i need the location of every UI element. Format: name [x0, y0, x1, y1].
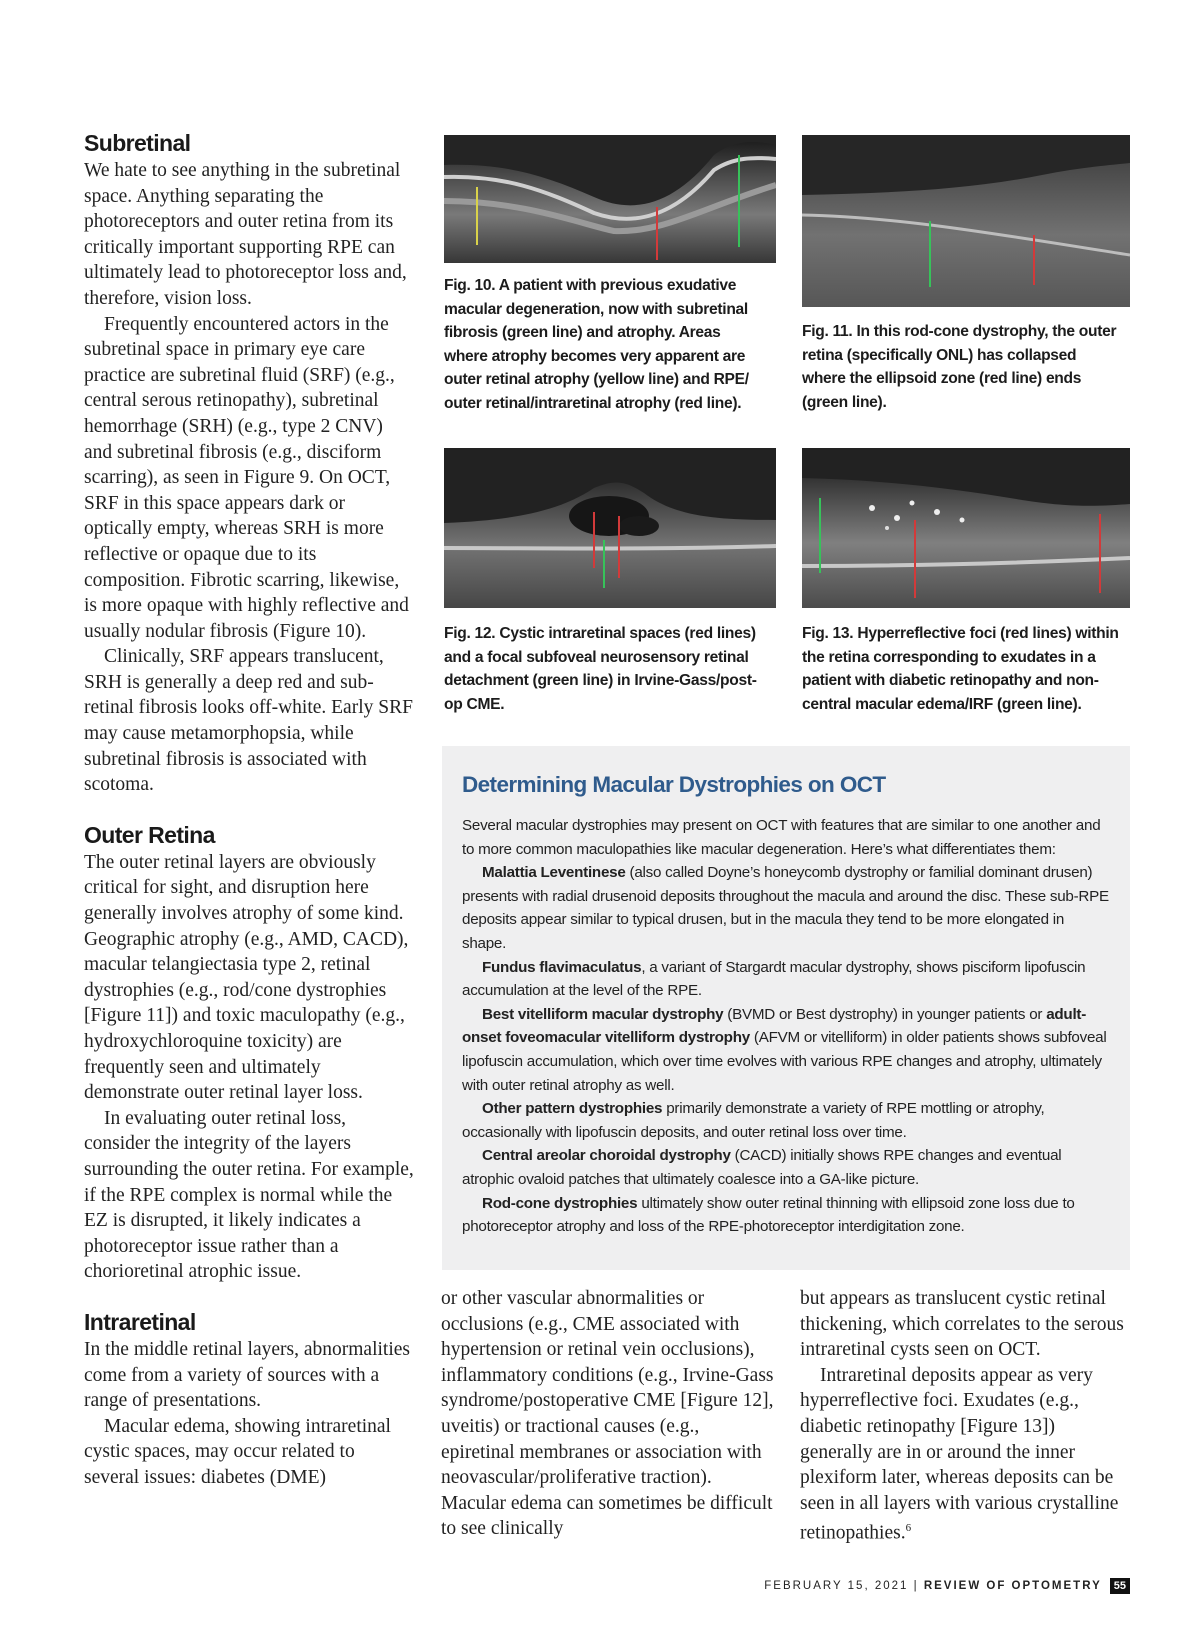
left-column [84, 128, 414, 1491]
paragraph: or other vascular abnormalities or occlusions (e.g., CME associated with hypertension or retinal vein occlusions), inflammatory conditions (e.g., Irvine-Gass syndrome/postoperative CME [Figure 12], uveitis) or tractional causes (e.g., epiretinal membranes or association with neovascular/proliferative traction). Macular edema can sometimes be difficult to see clinically [441, 1288, 774, 1540]
sidebar-item [462, 1192, 1112, 1239]
paragraph: We hate to see anything in the subretinal space. Anything separating the photoreceptors and outer retina from its critically important supporting RPE can ultimately lead to photoreceptor loss and, therefore, vision loss. [84, 160, 407, 309]
paragraph: Clinically, SRF appears translucent, SRH is generally a deep red and subretinal fibrosis looks off-white. Early SRF may cause metamorphopsia, while subretinal fibrosis is associated with scotoma. [84, 646, 413, 796]
middle-column [441, 1286, 776, 1542]
sidebar-item [462, 1144, 1112, 1191]
paragraph: In evaluating outer retinal loss, consider the integrity of the layers surrounding the outer retina. For example, if the RPE complex is normal while the EZ is disrupted, it likely indicates a photoreceptor issue rather than a chorioretinal atrophic issue. [84, 1107, 414, 1283]
figure-caption-fig12: Fig. 12. Cystic intraretinal spaces (red lines) and a focal subfoveal neurosensory retinal detachment (green line) in Irvine-Gass/post-op CME. [444, 625, 757, 713]
oct-image-fig13 [802, 448, 1130, 608]
sidebar-item-desc: (also called Doyne’s honeycomb dystrophy or familial dominant drusen) presents with radial drusenoid deposits throughout the macula and around the disc. These sub-RPE deposits appear similar to typical drusen, but in the macula they tend to be more elongated in shape. [462, 864, 1109, 952]
oct-image-fig12 [444, 448, 776, 608]
paragraph: but appears as translucent cystic retinal thickening, which correlates to the serous intraretinal cysts seen on OCT. [800, 1288, 1124, 1361]
sidebar-item-desc: primarily demonstrate a variety of RPE mottling or atrophy, occasionally with lipofuscin deposits, and outer retinal loss over time. [462, 1100, 1045, 1141]
paragraph [800, 1363, 1130, 1547]
sidebar-item-term: adult-onset foveomacular vitelliform dystrophy [462, 1005, 1087, 1047]
page-number: 55 [1110, 1578, 1130, 1594]
sidebar-box [442, 746, 1130, 1270]
sidebar-item [462, 861, 1112, 955]
sidebar-item [462, 1097, 1112, 1144]
figure-caption-fig11: Fig. 11. In this rod-cone dystrophy, the outer retina (specifically ONL) has collapsed where the ellipsoid zone (red line) ends (green line). [802, 323, 1117, 411]
sidebar-item-term: Malattia Leventinese [482, 864, 626, 882]
sidebar-text [462, 814, 1112, 1239]
sidebar-title: Determining Macular Dystrophies on OCT [462, 772, 886, 797]
paragraph: Macular edema, showing intraretinal cystic spaces, may occur related to several issues: diabetes (DME) [84, 1415, 391, 1488]
footer-date: FEBRUARY 15, 2021 | [764, 1580, 919, 1592]
right-column [800, 1286, 1130, 1546]
sidebar-item-desc: (BVMD or Best dystrophy) in younger patients or [723, 1005, 1047, 1023]
section-heading-intraretinal: Intraretinal [84, 1308, 196, 1335]
section-heading-outer-retina: Outer Retina [84, 821, 215, 848]
paragraph: The outer retinal layers are obviously critical for sight, and disruption here generally involves atrophy of some kind. Geographic atrophy (e.g., AMD, CACD), macular telangiectasia type 2, retinal dystrophies (e.g., rod/cone dystrophies [Figure 11]) and toxic maculopathy (e.g., hydroxychloroquine toxicity) are frequently seen and ultimately demonstrate outer retinal layer loss. [84, 851, 409, 1104]
sidebar-item-desc: , a variant of Stargardt macular dystrophy, shows pisciform lipofuscin accumulation at the level of the RPE. [462, 958, 1086, 1000]
paragraph-text: Intraretinal deposits appear as very hyperreflective foci. Exudates (e.g., diabetic retinopathy [Figure 13]) generally are in or around the inner plexiform later, whereas deposits can be seen in all layers with various crystalline retinopathies. [800, 1364, 1119, 1544]
sidebar-item-desc: (AFVM or vitelliform) in older patients shows subfoveal lipofuscin accumulation, which over time evolves with various RPE changes and atrophy, ultimately with outer retinal atrophy as well. [462, 1029, 1107, 1094]
sidebar-item-desc: (CACD) initially shows RPE changes and eventual atrophic ovaloid patches that ultimately coalesce into a GA-like picture. [462, 1147, 1062, 1188]
oct-image-fig11 [802, 135, 1130, 307]
sidebar-item-term: Other pattern dystrophies [482, 1100, 663, 1118]
sidebar-item-term: Rod-cone dystrophies [482, 1194, 638, 1212]
reference-superscript: 6 [905, 1522, 912, 1535]
sidebar-intro: Several macular dystrophies may present on OCT with features that are similar to one another and to more common maculopathies like macular degeneration. Here’s what differentiates them: [462, 817, 1101, 858]
figure-caption-fig13: Fig. 13. Hyperreflective foci (red lines) within the retina corresponding to exudates in a patient with diabetic retinopathy and non-central macular edema/IRF (green line). [802, 625, 1119, 713]
sidebar-item [462, 1003, 1112, 1097]
footer-publication: REVIEW OF OPTOMETRY [923, 1580, 1102, 1592]
figure-caption-fig10: Fig. 10. A patient with previous exudative macular degeneration, now with subretinal fibrosis (green line) and atrophy. Areas where atrophy becomes very apparent are outer retinal atrophy (yellow line) and RPE/ outer retinal/intraretinal atrophy (red line). [444, 277, 749, 412]
sidebar-item-term: Best vitelliform macular dystrophy [482, 1005, 724, 1023]
sidebar-item-desc: ultimately show outer retinal thinning with ellipsoid zone loss due to photoreceptor atrophy and loss of the RPE-photoreceptor interdigitation zone. [462, 1194, 1075, 1236]
sidebar-item-term: Central areolar choroidal dystrophy [482, 1147, 731, 1165]
paragraph: Frequently encountered actors in the subretinal space in primary eye care practice are subretinal fluid (SRF) (e.g., central serous retinopathy), subretinal hemorrhage (SRH) (e.g., type 2 CNV) and subretinal fibrosis (e.g., disciform scarring), as seen in Figure 9. On OCT, SRF in this space appears dark or optically empty, whereas SRH is more reflective or opaque due to its composition. Fibrotic scarring, likewise, is more opaque with highly reflective and usually nodular fibrosis (Figure 10). [84, 313, 409, 642]
section-heading-subretinal: Subretinal [84, 130, 191, 156]
sidebar-item [462, 956, 1112, 1003]
oct-image-fig10 [444, 135, 776, 263]
page-footer [764, 1578, 1130, 1594]
paragraph: In the middle retinal layers, abnormalities come from a variety of sources with a range of presentations. [84, 1338, 410, 1412]
sidebar-item-term: Fundus flavimaculatus [482, 958, 642, 976]
